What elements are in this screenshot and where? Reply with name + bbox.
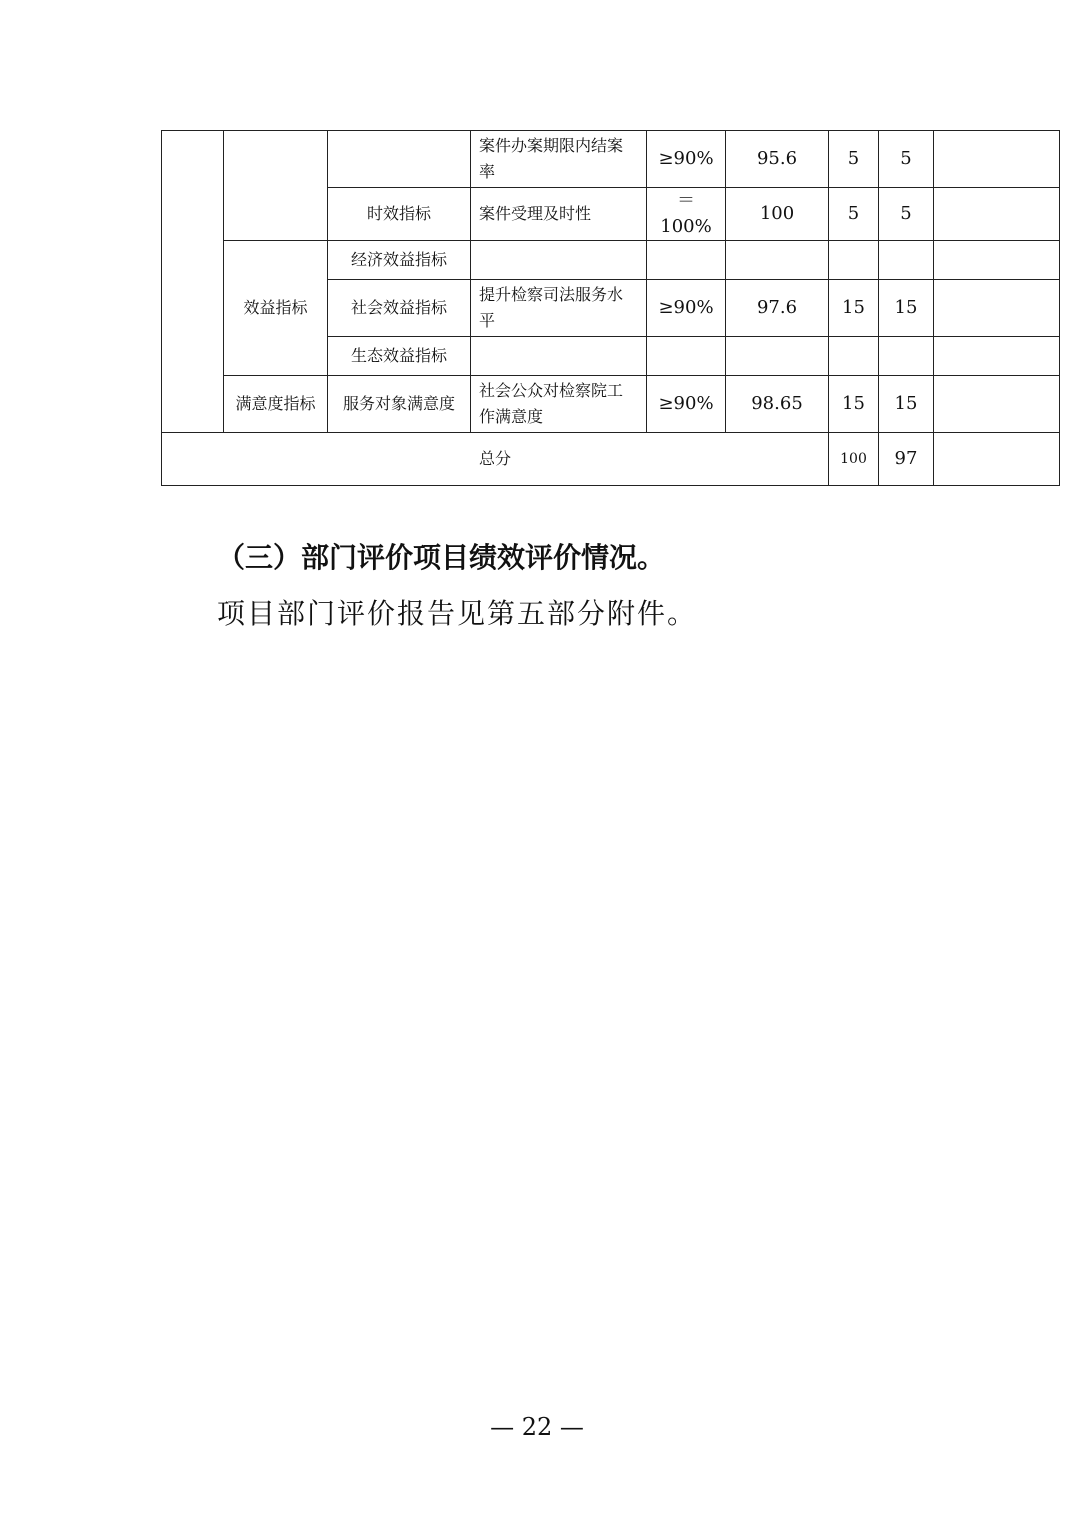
total-actual-cell: 97 <box>879 433 934 486</box>
weight-cell: 15 <box>829 280 879 337</box>
performance-indicator-table <box>161 130 1060 486</box>
tertiary-indicator-cell: 案件办案期限内结案率 <box>471 131 647 188</box>
table-row <box>162 131 1060 188</box>
tertiary-indicator-cell: 案件受理及时性 <box>471 188 647 241</box>
table-row <box>162 241 1060 280</box>
total-row <box>162 433 1060 486</box>
target-value-cell: ≥90% <box>647 280 726 337</box>
secondary-indicator-cell <box>328 131 471 188</box>
weight-cell <box>829 241 879 280</box>
target-value-cell: ≥90% <box>647 131 726 188</box>
tertiary-indicator-cell <box>471 337 647 376</box>
actual-value-cell: 98.65 <box>726 376 829 433</box>
category-cell <box>162 131 224 433</box>
target-value-cell <box>647 241 726 280</box>
tertiary-indicator-cell <box>471 241 647 280</box>
tertiary-indicator-cell: 提升检察司法服务水平 <box>471 280 647 337</box>
note-cell <box>934 280 1060 337</box>
primary-indicator-cell: 满意度指标 <box>224 376 328 433</box>
secondary-indicator-cell: 经济效益指标 <box>328 241 471 280</box>
primary-indicator-cell: 效益指标 <box>224 241 328 376</box>
secondary-indicator-cell: 服务对象满意度 <box>328 376 471 433</box>
note-cell <box>934 131 1060 188</box>
secondary-indicator-cell: 社会效益指标 <box>328 280 471 337</box>
score-cell: 15 <box>879 280 934 337</box>
section-body: 项目部门评价报告见第五部分附件。 <box>217 597 698 630</box>
target-value-cell: ＝100% <box>647 188 726 241</box>
actual-value-cell: 100 <box>726 188 829 241</box>
actual-value-cell <box>726 241 829 280</box>
target-value-cell: ≥90% <box>647 376 726 433</box>
note-cell <box>934 241 1060 280</box>
actual-value-cell: 97.6 <box>726 280 829 337</box>
weight-cell <box>829 337 879 376</box>
actual-value-cell: 95.6 <box>726 131 829 188</box>
weight-cell: 15 <box>829 376 879 433</box>
primary-indicator-cell <box>224 131 328 241</box>
actual-value-cell <box>726 337 829 376</box>
total-label-cell: 总分 <box>162 433 829 486</box>
score-cell: 5 <box>879 188 934 241</box>
score-cell: 15 <box>879 376 934 433</box>
table-row <box>162 376 1060 433</box>
secondary-indicator-cell: 时效指标 <box>328 188 471 241</box>
weight-cell: 5 <box>829 131 879 188</box>
weight-cell: 5 <box>829 188 879 241</box>
secondary-indicator-cell: 生态效益指标 <box>328 337 471 376</box>
note-cell <box>934 188 1060 241</box>
score-cell <box>879 337 934 376</box>
note-cell <box>934 337 1060 376</box>
total-note-cell <box>934 433 1060 486</box>
tertiary-indicator-cell: 社会公众对检察院工作满意度 <box>471 376 647 433</box>
score-cell <box>879 241 934 280</box>
score-cell: 5 <box>879 131 934 188</box>
page-number: — 22 — <box>490 1413 584 1441</box>
note-cell <box>934 376 1060 433</box>
target-value-cell <box>647 337 726 376</box>
section-heading: （三）部门评价项目绩效评价情况。 <box>217 541 666 574</box>
total-score-cell: 100 <box>829 433 879 486</box>
